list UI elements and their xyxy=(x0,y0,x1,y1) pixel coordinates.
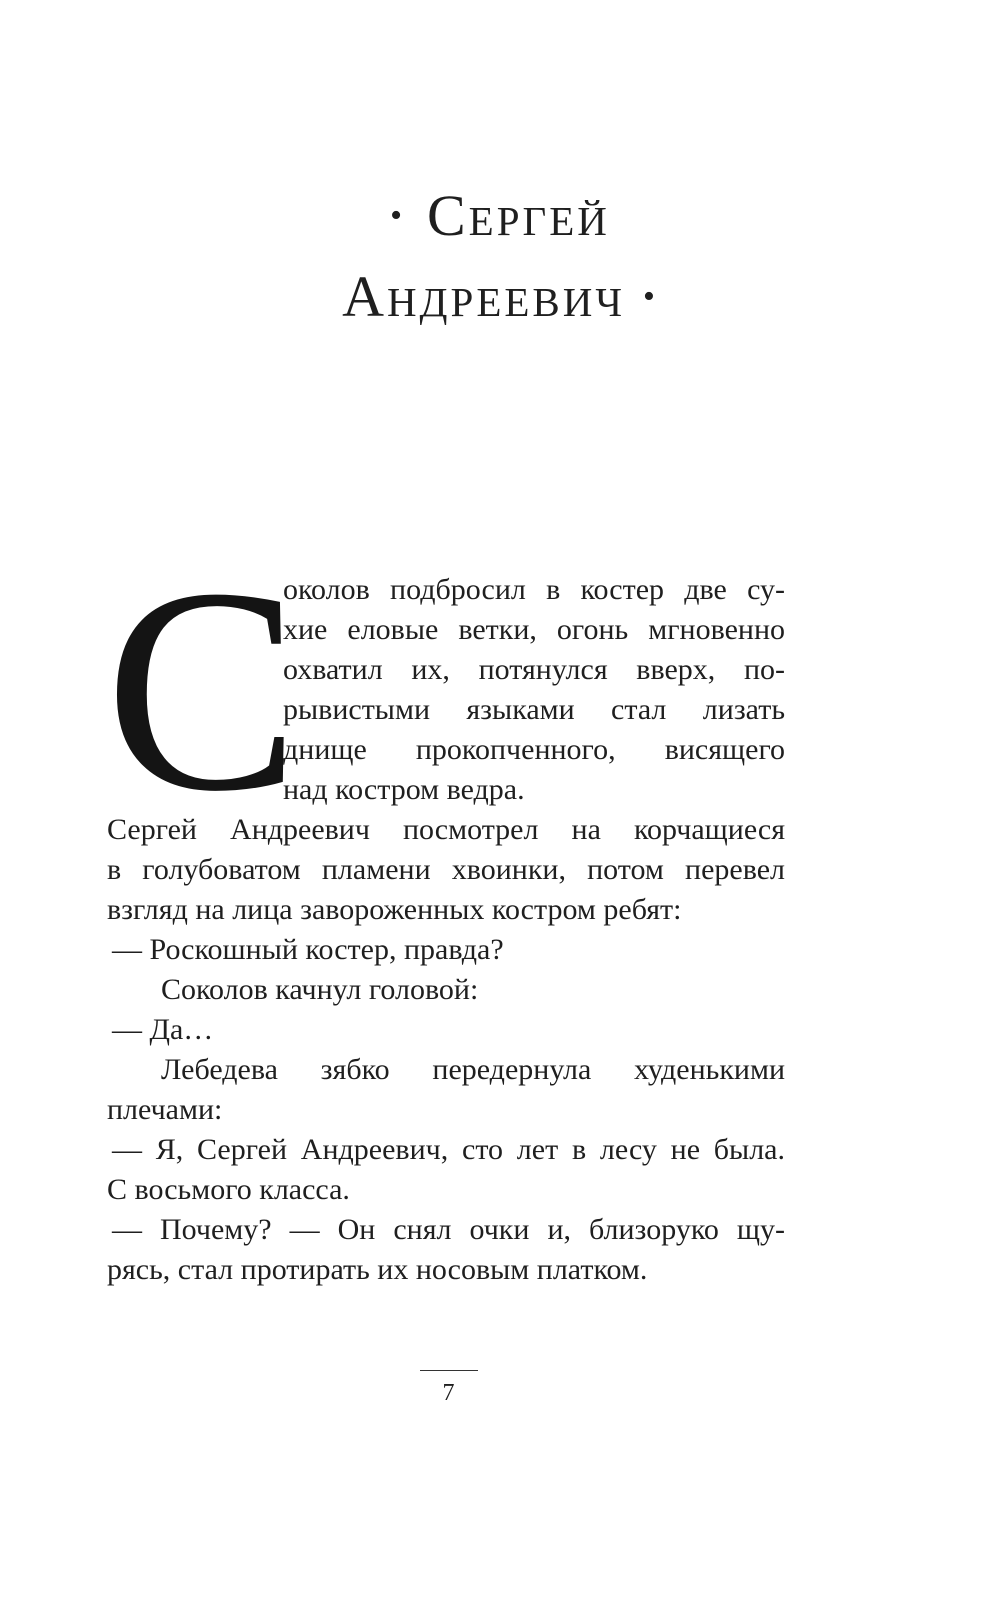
drop-cap: С xyxy=(105,529,300,852)
dialogue-line: — Я, Сергей Андреевич, сто лет в лесу не была. xyxy=(112,1133,785,1166)
text-line: рывистыми языками стал лизать xyxy=(283,693,785,726)
title-bullet-left: • xyxy=(390,196,405,234)
text-line: Соколов качнул головой: xyxy=(161,973,479,1006)
text-line: плечами: xyxy=(107,1093,223,1126)
text-line: над костром ведра. xyxy=(283,773,525,806)
text-line: взгляд на лица завороженных костром ребят: xyxy=(107,893,682,926)
chapter-title-second-word: Андреевич xyxy=(342,264,626,329)
dialogue-line: — Да… xyxy=(112,1013,214,1046)
text-line: в голубоватом пламени хвоинки, потом перевел xyxy=(107,853,785,886)
title-bullet-right: • xyxy=(643,277,658,315)
text-line: рясь, стал протирать их носовым платком. xyxy=(107,1253,648,1286)
chapter-title-first-word: Сергей xyxy=(427,183,610,248)
text-line: С восьмого класса. xyxy=(107,1173,350,1206)
dialogue-line: — Почему? — Он снял очки и, близоруко щу- xyxy=(112,1213,785,1246)
text-line: охватил их, потянулся вверх, по- xyxy=(283,653,785,686)
chapter-title-line-2 xyxy=(0,263,1000,330)
text-line: околов подбросил в костер две су- xyxy=(283,573,785,606)
chapter-title-line-1 xyxy=(0,182,1000,249)
text-line: хие еловые ветки, огонь мгновенно xyxy=(283,613,785,646)
text-line: Сергей Андреевич посмотрел на корчащиеся xyxy=(107,813,785,846)
page-number-rule xyxy=(420,1370,478,1371)
text-line: днище прокопченного, висящего xyxy=(283,733,785,766)
dialogue-line: — Роскошный костер, правда? xyxy=(112,933,504,966)
text-line: Лебедева зябко передернула худенькими xyxy=(161,1053,785,1086)
page-number: 7 xyxy=(442,1380,455,1406)
